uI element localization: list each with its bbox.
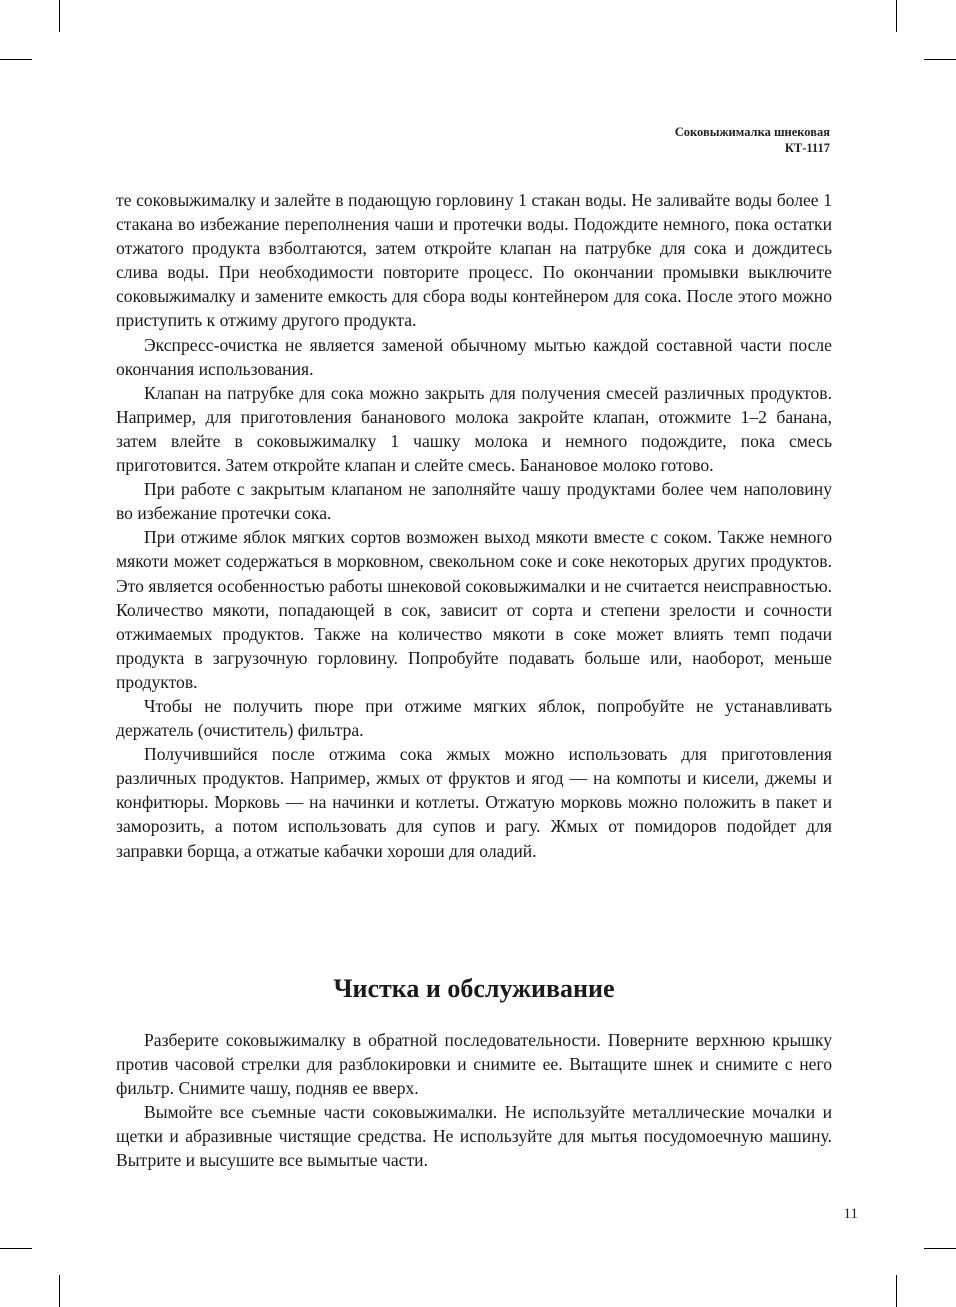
section-heading: Чистка и обслуживание (333, 974, 615, 1003)
paragraph: При отжиме яблок мягких сортов возможен выход мякоти вместе с соком. Также немного мякоти может содержаться в морковном, свекольном соке и соке некоторых других продуктов. Это является особенностью работы шнековой соковыжималки и не считается неисправностью. Количество мякоти, попадающей в сок, зависит от сорта и степени зрелости и сочности отжимаемых продуктов. Также на количество мякоти в соке может влиять темп подачи продукта в загрузочную горловину. Попробуйте подавать больше или, наоборот, меньше продуктов. (116, 527, 832, 692)
main-text (116, 188, 832, 863)
paragraph-continued: те соковыжималку и залейте в подающую горловину 1 стакан воды. Не заливайте воды более 1 стакана во избежание переполнения чаши и протечки воды. Подождите немного, пока остатки отжатого продукта взболтаются, затем откройте клапан на патрубке для сока и дождитесь слива воды. При необходимости повторите процесс. По окончании промывки выключите соковыжималку и замените емкость для сбора воды контейнером для сока. После этого можно приступить к отжиму другого продукта. (116, 190, 832, 331)
section-text (116, 1028, 832, 1173)
paragraph: При работе с закрытым клапаном не заполняйте чашу продуктами более чем наполовину во избежание протечки сока. (116, 479, 832, 524)
paragraph: Разберите соковыжималку в обратной последовательности. Поверните верхнюю крышку против часовой стрелки для разблокировки и снимите ее. Вытащите шнек и снимите с него фильтр. Снимите чашу, подняв ее вверх. (116, 1030, 832, 1099)
paragraph: Клапан на патрубке для сока можно закрыть для получения смесей различных продуктов. Например, для приготовления бананового молока закройте клапан, отожмите 1–2 банана, затем влейте в соковыжималку 1 чашку молока и немного подождите, пока смесь приготовится. Затем откройте клапан и слейте смесь. Банановое молоко готово. (116, 382, 832, 476)
paragraph: Чтобы не получить пюре при отжиме мягких яблок, попробуйте не устанавливать держатель (очиститель) фильтра. (116, 695, 832, 741)
header-product-name: Соковыжималка шнековая (674, 125, 830, 139)
paragraph: Вымойте все съемные части соковыжималки. Не используйте металлические мочалки и щетки и абразивные чистящие средства. Не используйте для мытья посудомоечную машину. Вытрите и высушите все вымытые части. (116, 1102, 832, 1171)
crop-mark-left-bottom (0, 1248, 32, 1249)
paragraph: Экспресс-очистка не является заменой обычному мытью каждой составной части после окончания использования. (116, 334, 832, 379)
crop-mark-right-top (924, 59, 956, 60)
crop-mark-top-right (896, 0, 897, 32)
crop-mark-bottom-right (896, 1275, 897, 1307)
crop-mark-top-left (59, 0, 60, 32)
paragraph: Получившийся после отжима сока жмых можно использовать для приготовления различных продуктов. Например, жмых от фруктов и ягод — на компоты и кисели, джемы и конфитюры. Морковь — на начинки и котлеты. Отжатую морковь можно положить в пакет и заморозить, а потом использовать для супов и рагу. Жмых от помидоров подойдет для заправки борща, а отжатые кабачки хороши для оладий. (116, 744, 832, 861)
header-model-number: КТ-1117 (784, 141, 830, 155)
running-header (675, 124, 830, 156)
page-number: 11 (843, 1206, 858, 1222)
crop-mark-right-bottom (924, 1248, 956, 1249)
crop-mark-bottom-left (59, 1275, 60, 1307)
crop-mark-left-top (0, 59, 32, 60)
